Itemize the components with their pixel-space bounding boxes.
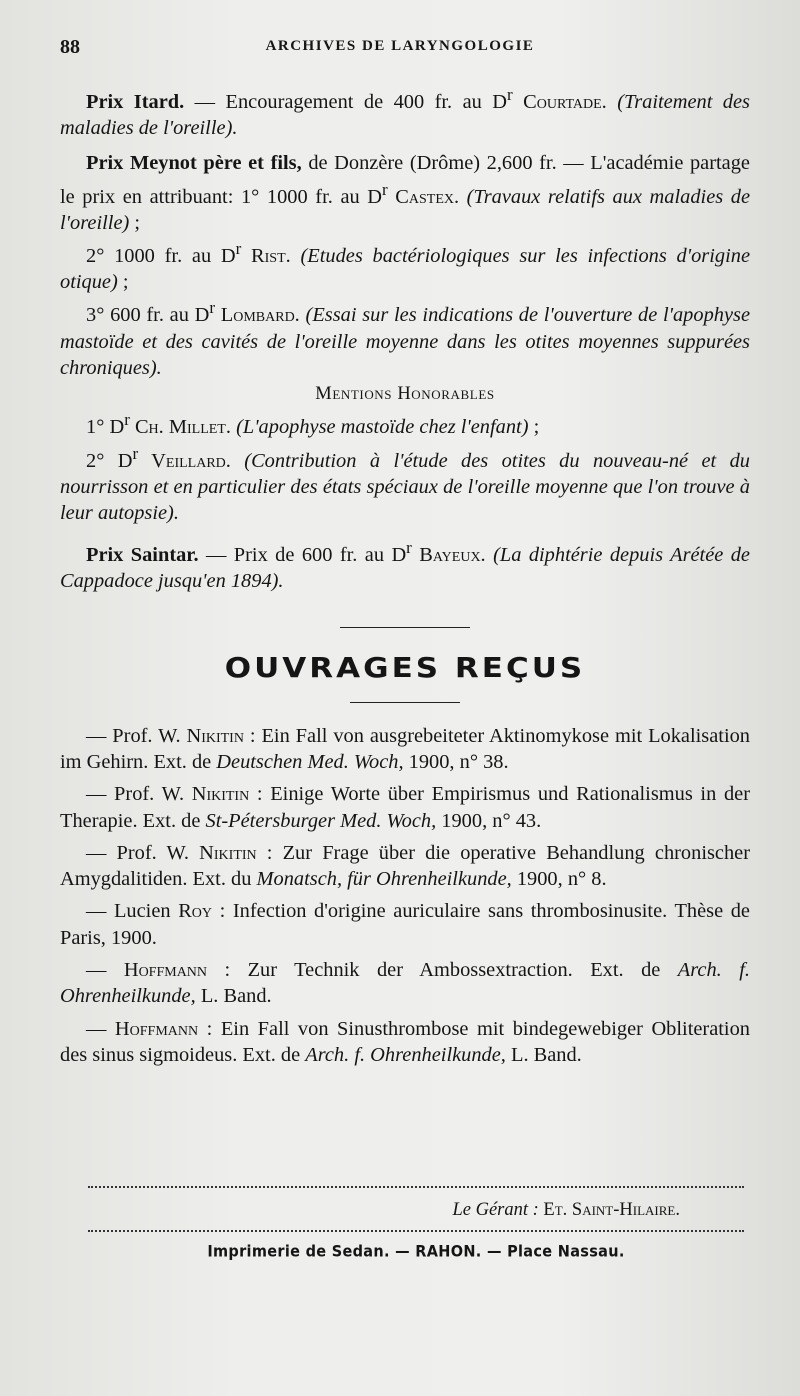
prize-name: Prix Saintar.	[86, 544, 199, 567]
doctor-name: Rist.	[241, 244, 291, 267]
printer-line: Imprimerie de Sedan. — RAHON. — Place Nassau.	[207, 1243, 625, 1261]
list-item: — Prof. W. Nikitin : Zur Frage über die operative Behandlung chronischer Amygdalitiden. Ext. du Monatsch, für Ohrenheilkunde, 1900, n° 8.	[60, 841, 751, 891]
work-title: (Etudes bactériologiques sur les infections d'origine otique)	[60, 244, 750, 294]
journal-title: St-Pétersburger Med. Woch,	[205, 809, 437, 832]
work-title: (Traitement des maladies de l'oreille).	[60, 90, 750, 140]
gerant-name: Et. Saint-Hilaire.	[538, 1200, 680, 1220]
mention-1: 1° $D^r$ Ch. Millet. (L'apophyse mastoïde chez l'enfant) ;	[86, 410, 540, 439]
author-name: Hoffmann	[123, 959, 208, 981]
running-title: ARCHIVES DE LARYNGOLOGIE	[265, 38, 535, 54]
author-name: Roy	[178, 900, 213, 923]
journal-title: Monatsch, für Ohrenheilkunde,	[256, 868, 512, 891]
work-title: (Contribution à l'étude des otites du nouveau-né et du nourrisson et en particulier des états spéciaux de l'oreille moyenne que l'on trouve à leur autopsie).	[60, 449, 750, 524]
prize-name: Prix Itard.	[86, 90, 185, 113]
author-name: Hoffmann	[114, 1017, 199, 1040]
author-name: Nikitin	[191, 783, 250, 806]
author-name: Nikitin	[186, 724, 244, 747]
list-item: — Lucien Roy : Infection d'origine auriculaire sans thrombosinusite. Thèse de Paris, 1900.	[60, 900, 750, 949]
works-list	[60, 723, 750, 1069]
journal-title: Deutschen Med. Woch,	[216, 750, 404, 773]
list-item: — Prof. W. Nikitin : Ein Fall von ausgrebeiteter Aktinomykose mit Lokalisation im Gehirn. Ext. de Deutschen Med. Woch, 1900, n° 38.	[60, 724, 751, 773]
doctor-name: Ch. Millet.	[129, 416, 231, 439]
list-item: — Prof. W. Nikitin : Einige Worte über Empirismus und Rationalismus in der Therapie. Ext. de St-Pétersburger Med. Woch, 1900, n° 43.	[60, 783, 751, 832]
page-number: 88	[60, 36, 80, 58]
doctor-name: Veillard.	[138, 449, 231, 472]
section-title: OUVRAGES REÇUS	[224, 651, 586, 684]
prize-meynot-second: 2° 1000 fr. au $D^r$ Rist. (Etudes bactériologiques sur les infections d'origine otique) ;	[60, 239, 750, 294]
page-footer	[88, 1186, 744, 1260]
doctor-name: Lombard.	[215, 304, 300, 327]
doctor-name: Bayeux.	[411, 544, 486, 567]
journal-title: Arch. f. Ohrenheilkunde,	[60, 959, 750, 1008]
prize-meynot-third: 3° 600 fr. au $D^r$ Lombard. (Essai sur les indications de l'ouverture de l'apophyse mastoïde et des cavités de l'oreille moyenne dans les otites moyennes suppurées chroniques).	[60, 298, 751, 379]
page-body	[60, 82, 750, 1074]
prize-meynot: Prix Meynot père et fils, de Donzère (Drôme) 2,600 fr. — L'académie partage le prix en attribuant: 1° 1000 fr. au $D^r$ Castex. (Travaux relatifs aux maladies de l'oreille) ;	[60, 152, 751, 234]
work-title: (Travaux relatifs aux maladies de l'oreille)	[60, 185, 751, 234]
list-item: — Hoffmann : Zur Technik der Ambossextraction. Ext. de Arch. f. Ohrenheilkunde, L. Band.	[60, 959, 750, 1008]
work-title: (L'apophyse mastoïde chez l'enfant)	[230, 416, 529, 439]
prize-saintar: Prix Saintar. — Prix de 600 fr. au $D^r$ Bayeux. (La diphtérie depuis Arétée de Cappadoce jusqu'en 1894).	[60, 538, 750, 593]
prize-itard: Prix Itard. — Encouragement de 400 fr. au $D^r$ Courtade. (Traitement des maladies de l'oreille).	[60, 85, 750, 140]
work-title: (Essai sur les indications de l'ouverture de l'apophyse mastoïde et des cavités de l'oreille moyenne dans les otites moyennes suppurées chroniques).	[60, 304, 751, 379]
prize-name: Prix Meynot père et fils,	[86, 152, 302, 175]
list-item: — Hoffmann : Ein Fall von Sinusthrombose mit bindegewebiger Obliteration des sinus sigmoideus. Ext. de Arch. f. Ohrenheilkunde, L. Band.	[60, 1017, 750, 1066]
author-name: Nikitin	[199, 841, 257, 864]
running-header	[60, 36, 740, 60]
section-rule-top	[340, 627, 470, 628]
footer-rule-bottom	[88, 1230, 744, 1232]
journal-title: Arch. f. Ohrenheilkunde,	[305, 1043, 506, 1066]
work-title: (La diphtérie depuis Arétée de Cappadoce jusqu'en 1894).	[60, 544, 750, 593]
gerant-line: Le Gérant : Et. Saint-Hilaire.	[452, 1200, 680, 1220]
doctor-name: Courtade.	[512, 90, 607, 113]
section-rule-bottom	[350, 702, 460, 703]
mention-2: 2° $D^r$ Veillard. (Contribution à l'étude des otites du nouveau-né et du nourrisson et en particulier des états spéciaux de l'oreille moyenne que l'on trouve à leur autopsie).	[60, 443, 750, 524]
mentions-heading: Mentions Honorables	[315, 384, 495, 405]
footer-rule-top	[88, 1186, 744, 1188]
doctor-name: Castex.	[387, 185, 460, 208]
